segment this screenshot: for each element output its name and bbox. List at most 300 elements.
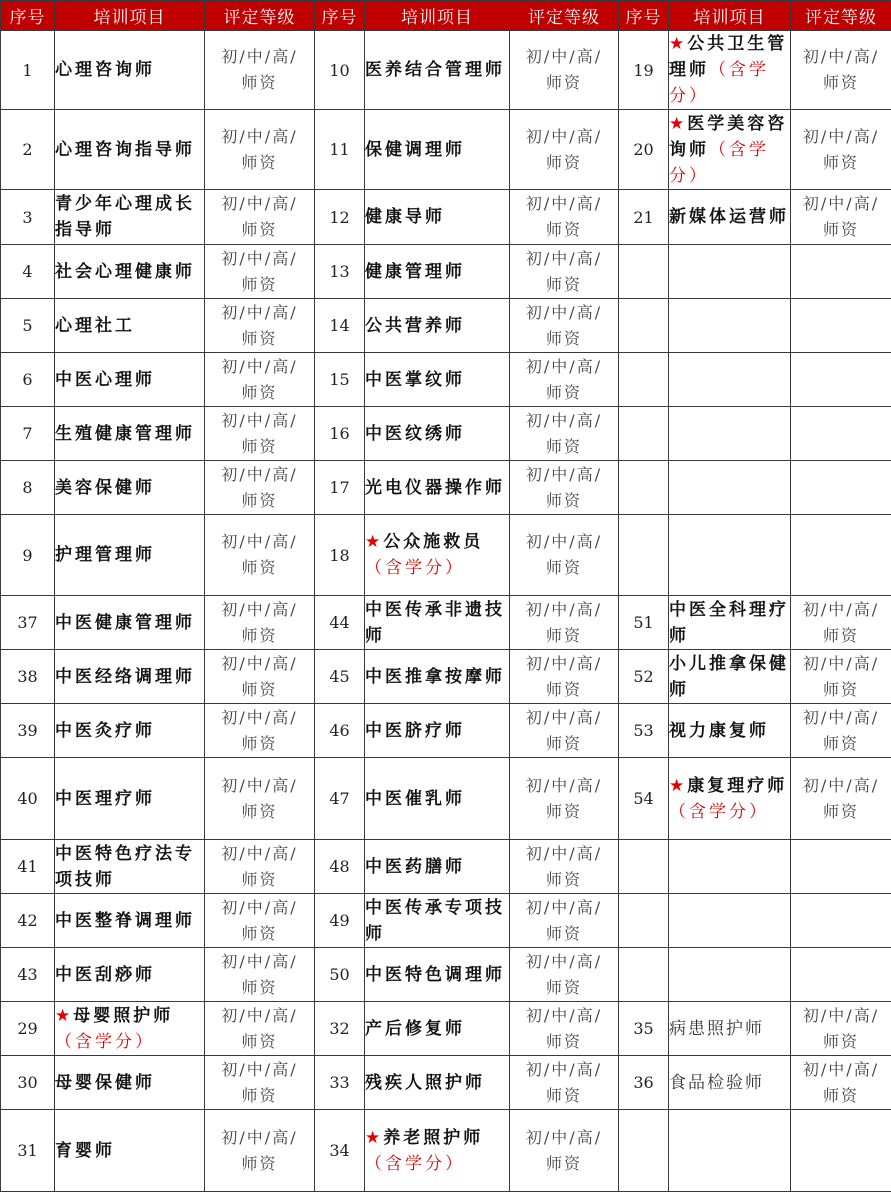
program-name [669, 299, 791, 353]
program-name [365, 1110, 510, 1192]
level-cell [205, 31, 315, 110]
seq-number: 20 [619, 110, 669, 190]
program-name [55, 596, 205, 650]
level-line: 初/中/高/ [526, 600, 602, 619]
level-line: 师资 [241, 802, 277, 821]
program-title: 病患照护师 [669, 1019, 764, 1039]
level-line: 初/中/高/ [221, 1128, 297, 1147]
program-name [365, 596, 510, 650]
table-row [1, 461, 891, 515]
program-title: 健康管理师 [365, 262, 465, 282]
seq-number [619, 1110, 669, 1192]
seq-number: 8 [1, 461, 55, 515]
header-seq: 序号 [315, 1, 365, 31]
star-icon: ★ [669, 114, 687, 134]
seq-number: 14 [315, 299, 365, 353]
level-cell [510, 190, 619, 245]
seq-number: 18 [315, 515, 365, 596]
level-line: 师资 [823, 1032, 859, 1051]
program-title: 产后修复师 [365, 1019, 465, 1039]
program-name [669, 894, 791, 948]
level-line: 初/中/高/ [221, 465, 297, 484]
program-name [669, 758, 791, 840]
level-line: 师资 [546, 734, 582, 753]
level-line: 师资 [241, 978, 277, 997]
level-line: 师资 [546, 437, 582, 456]
program-title: 保健调理师 [365, 140, 465, 160]
level-line: 师资 [241, 329, 277, 348]
level-cell [791, 758, 891, 840]
program-name [669, 110, 791, 190]
level-line: 师资 [546, 1086, 582, 1105]
level-line: 初/中/高/ [526, 654, 602, 673]
level-line: 师资 [546, 558, 582, 577]
level-cell [510, 245, 619, 299]
program-title: 中医灸疗师 [55, 721, 155, 741]
level-line: 初/中/高/ [526, 249, 602, 268]
program-title: 中医掌纹师 [365, 370, 465, 390]
level-cell [791, 894, 891, 948]
table-row [1, 31, 891, 110]
program-name [669, 515, 791, 596]
seq-number: 31 [1, 1110, 55, 1192]
program-name [669, 31, 791, 110]
level-line: 初/中/高/ [526, 465, 602, 484]
level-cell [205, 353, 315, 407]
star-icon: ★ [669, 34, 687, 54]
level-line: 师资 [823, 680, 859, 699]
level-cell [791, 1002, 891, 1056]
level-line: 初/中/高/ [526, 708, 602, 727]
table-row [1, 407, 891, 461]
level-cell [205, 758, 315, 840]
level-line: 初/中/高/ [526, 532, 602, 551]
level-line: 师资 [241, 275, 277, 294]
program-name [365, 353, 510, 407]
program-title: 中医全科理疗师 [669, 600, 789, 646]
level-line: 师资 [241, 1086, 277, 1105]
level-cell [205, 704, 315, 758]
seq-number [619, 407, 669, 461]
level-line: 初/中/高/ [803, 1006, 879, 1025]
seq-number: 52 [619, 650, 669, 704]
seq-number: 45 [315, 650, 365, 704]
level-line: 师资 [241, 626, 277, 645]
level-cell [791, 299, 891, 353]
seq-number: 54 [619, 758, 669, 840]
level-line: 师资 [823, 153, 859, 172]
program-title: 中医健康管理师 [55, 613, 195, 633]
level-line: 初/中/高/ [221, 600, 297, 619]
seq-number: 47 [315, 758, 365, 840]
seq-number: 21 [619, 190, 669, 245]
seq-number: 1 [1, 31, 55, 110]
level-line: 初/中/高/ [803, 1060, 879, 1079]
program-name [55, 1002, 205, 1056]
level-cell [510, 596, 619, 650]
level-cell [791, 515, 891, 596]
program-name [365, 407, 510, 461]
seq-number: 6 [1, 353, 55, 407]
level-line: 初/中/高/ [221, 1006, 297, 1025]
seq-number: 30 [1, 1056, 55, 1110]
table-row [1, 353, 891, 407]
header-program: 培训项目 [365, 1, 510, 31]
program-name [55, 245, 205, 299]
program-title: 医学美容咨询师 [669, 114, 787, 160]
program-title: 生殖健康管理师 [55, 424, 195, 444]
level-line: 师资 [241, 220, 277, 239]
program-title: 中医传承专项技师 [365, 898, 505, 944]
level-line: 师资 [546, 491, 582, 510]
level-line: 初/中/高/ [526, 357, 602, 376]
program-title: 公共卫生管理师 [669, 34, 787, 80]
table-row [1, 758, 891, 840]
program-name [669, 1002, 791, 1056]
level-line: 初/中/高/ [221, 411, 297, 430]
level-line: 初/中/高/ [803, 600, 879, 619]
level-line: 师资 [546, 383, 582, 402]
seq-number: 15 [315, 353, 365, 407]
program-title: 中医脐疗师 [365, 721, 465, 741]
credit-note: （含学分） [365, 558, 465, 578]
program-title: 护理管理师 [55, 545, 155, 565]
level-line: 初/中/高/ [526, 844, 602, 863]
level-line: 师资 [823, 73, 859, 92]
level-line: 初/中/高/ [221, 776, 297, 795]
level-line: 初/中/高/ [221, 249, 297, 268]
program-name [55, 758, 205, 840]
seq-number: 50 [315, 948, 365, 1002]
seq-number: 43 [1, 948, 55, 1002]
credit-note: （含学分） [669, 802, 769, 822]
table-row [1, 1056, 891, 1110]
program-title: 中医理疗师 [55, 789, 155, 809]
program-name [55, 299, 205, 353]
level-cell [205, 190, 315, 245]
program-title: 公共营养师 [365, 316, 465, 336]
level-line: 初/中/高/ [221, 357, 297, 376]
level-line: 师资 [241, 870, 277, 889]
seq-number: 4 [1, 245, 55, 299]
level-cell [791, 1110, 891, 1192]
level-cell [791, 110, 891, 190]
level-line: 师资 [241, 680, 277, 699]
program-name [365, 840, 510, 894]
program-name [55, 515, 205, 596]
table-row [1, 1110, 891, 1192]
program-name [55, 1056, 205, 1110]
level-cell [205, 596, 315, 650]
program-name [669, 1056, 791, 1110]
level-line: 师资 [823, 220, 859, 239]
seq-number: 16 [315, 407, 365, 461]
program-name [365, 650, 510, 704]
level-line: 初/中/高/ [526, 127, 602, 146]
level-cell [205, 1002, 315, 1056]
program-name [55, 407, 205, 461]
program-title: 中医特色疗法专项技师 [55, 844, 195, 890]
program-name [365, 515, 510, 596]
program-title: 康复理疗师 [687, 776, 787, 796]
level-line: 初/中/高/ [803, 194, 879, 213]
program-name [669, 650, 791, 704]
seq-number [619, 948, 669, 1002]
header-program: 培训项目 [55, 1, 205, 31]
program-title: 食品检验师 [669, 1073, 764, 1093]
program-title: 青少年心理成长指导师 [55, 194, 195, 240]
level-line: 师资 [241, 73, 277, 92]
level-line: 师资 [546, 73, 582, 92]
seq-number: 46 [315, 704, 365, 758]
level-cell [510, 1110, 619, 1192]
header-seq: 序号 [619, 1, 669, 31]
level-line: 师资 [823, 734, 859, 753]
seq-number: 48 [315, 840, 365, 894]
level-cell [791, 948, 891, 1002]
seq-number: 33 [315, 1056, 365, 1110]
program-title: 残疾人照护师 [365, 1073, 485, 1093]
level-line: 师资 [241, 437, 277, 456]
seq-number: 29 [1, 1002, 55, 1056]
seq-number: 5 [1, 299, 55, 353]
program-title: 新媒体运营师 [669, 207, 789, 227]
program-title: 视力康复师 [669, 721, 769, 741]
program-title: 心理社工 [55, 316, 135, 336]
level-cell [510, 948, 619, 1002]
level-cell [205, 515, 315, 596]
program-title: 母婴照护师 [73, 1006, 173, 1026]
seq-number: 41 [1, 840, 55, 894]
seq-number: 34 [315, 1110, 365, 1192]
program-title: 养老照护师 [383, 1128, 483, 1148]
level-cell [510, 461, 619, 515]
level-line: 师资 [546, 329, 582, 348]
program-name [55, 31, 205, 110]
program-title: 中医传承非遗技师 [365, 600, 505, 646]
program-name [55, 650, 205, 704]
program-title: 中医药膳师 [365, 857, 465, 877]
level-cell [205, 461, 315, 515]
level-line: 初/中/高/ [526, 1060, 602, 1079]
level-line: 师资 [546, 1032, 582, 1051]
level-cell [791, 840, 891, 894]
level-cell [205, 245, 315, 299]
level-line: 初/中/高/ [221, 708, 297, 727]
seq-number: 39 [1, 704, 55, 758]
seq-number: 38 [1, 650, 55, 704]
level-line: 师资 [241, 1154, 277, 1173]
level-line: 师资 [546, 978, 582, 997]
seq-number: 44 [315, 596, 365, 650]
seq-number [619, 245, 669, 299]
program-name [365, 1002, 510, 1056]
program-name [55, 948, 205, 1002]
level-cell [510, 650, 619, 704]
level-line: 初/中/高/ [803, 776, 879, 795]
header-row [1, 1, 891, 31]
level-line: 初/中/高/ [526, 411, 602, 430]
seq-number: 32 [315, 1002, 365, 1056]
table-row [1, 704, 891, 758]
program-name [55, 110, 205, 190]
level-cell [205, 407, 315, 461]
level-cell [510, 840, 619, 894]
table-row [1, 596, 891, 650]
level-cell [791, 31, 891, 110]
level-line: 师资 [546, 220, 582, 239]
program-title: 母婴保健师 [55, 1073, 155, 1093]
program-title: 中医催乳师 [365, 789, 465, 809]
level-line: 初/中/高/ [526, 952, 602, 971]
level-line: 师资 [546, 275, 582, 294]
level-line: 初/中/高/ [803, 708, 879, 727]
program-title: 美容保健师 [55, 478, 155, 498]
header-level: 评定等级 [205, 1, 315, 31]
level-line: 师资 [241, 558, 277, 577]
program-name [669, 596, 791, 650]
level-line: 师资 [546, 680, 582, 699]
seq-number: 36 [619, 1056, 669, 1110]
header-program: 培训项目 [669, 1, 791, 31]
seq-number [619, 840, 669, 894]
program-name [55, 461, 205, 515]
header-level: 评定等级 [510, 1, 619, 31]
program-title: 小儿推拿保健师 [669, 654, 789, 700]
program-name [669, 245, 791, 299]
level-line: 师资 [546, 870, 582, 889]
level-line: 师资 [546, 924, 582, 943]
level-cell [510, 31, 619, 110]
program-title: 中医推拿按摩师 [365, 667, 505, 687]
level-line: 初/中/高/ [221, 303, 297, 322]
seq-number: 51 [619, 596, 669, 650]
level-line: 师资 [241, 153, 277, 172]
star-icon: ★ [55, 1006, 73, 1026]
star-icon: ★ [365, 1128, 383, 1148]
program-title: 光电仪器操作师 [365, 478, 505, 498]
program-name [669, 190, 791, 245]
level-line: 师资 [823, 802, 859, 821]
level-line: 初/中/高/ [526, 194, 602, 213]
level-cell [205, 948, 315, 1002]
level-line: 初/中/高/ [526, 47, 602, 66]
program-name [365, 704, 510, 758]
credit-note: （含学分） [669, 140, 769, 186]
seq-number [619, 461, 669, 515]
level-cell [791, 596, 891, 650]
seq-number: 53 [619, 704, 669, 758]
credit-note: （含学分） [669, 60, 769, 106]
level-cell [510, 407, 619, 461]
table-row [1, 948, 891, 1002]
program-name [55, 894, 205, 948]
program-name [365, 1056, 510, 1110]
level-cell [791, 190, 891, 245]
seq-number [619, 353, 669, 407]
level-line: 初/中/高/ [221, 47, 297, 66]
level-line: 初/中/高/ [221, 844, 297, 863]
level-line: 初/中/高/ [221, 952, 297, 971]
level-line: 初/中/高/ [803, 127, 879, 146]
level-line: 师资 [241, 734, 277, 753]
level-cell [510, 1002, 619, 1056]
level-cell [510, 1056, 619, 1110]
program-name [365, 758, 510, 840]
program-name [55, 353, 205, 407]
level-line: 师资 [823, 1086, 859, 1105]
level-line: 初/中/高/ [803, 654, 879, 673]
program-title: 心理咨询指导师 [55, 140, 195, 160]
level-line: 初/中/高/ [221, 127, 297, 146]
program-title: 健康导师 [365, 207, 445, 227]
seq-number: 17 [315, 461, 365, 515]
program-name [669, 840, 791, 894]
star-icon: ★ [365, 532, 383, 552]
level-line: 初/中/高/ [221, 532, 297, 551]
level-cell [791, 353, 891, 407]
table-row [1, 190, 891, 245]
program-name [365, 190, 510, 245]
level-cell [510, 299, 619, 353]
level-line: 师资 [546, 153, 582, 172]
table-row [1, 245, 891, 299]
header-level: 评定等级 [791, 1, 891, 31]
level-cell [205, 110, 315, 190]
level-line: 初/中/高/ [526, 898, 602, 917]
program-name [365, 461, 510, 515]
level-line: 初/中/高/ [526, 776, 602, 795]
level-cell [205, 650, 315, 704]
level-line: 师资 [241, 924, 277, 943]
level-line: 初/中/高/ [221, 654, 297, 673]
program-name [365, 110, 510, 190]
program-name [55, 704, 205, 758]
credit-note: （含学分） [55, 1032, 155, 1052]
table-body [1, 31, 891, 1192]
level-cell [791, 407, 891, 461]
level-line: 初/中/高/ [526, 1128, 602, 1147]
program-name [365, 31, 510, 110]
level-cell [510, 353, 619, 407]
program-title: 育婴师 [55, 1141, 115, 1161]
program-title: 医养结合管理师 [365, 60, 505, 80]
program-name [669, 948, 791, 1002]
header-seq: 序号 [1, 1, 55, 31]
program-title: 中医经络调理师 [55, 667, 195, 687]
program-name [669, 461, 791, 515]
seq-number: 42 [1, 894, 55, 948]
seq-number: 12 [315, 190, 365, 245]
level-line: 初/中/高/ [221, 898, 297, 917]
seq-number: 40 [1, 758, 55, 840]
level-cell [791, 704, 891, 758]
level-line: 师资 [241, 383, 277, 402]
seq-number: 35 [619, 1002, 669, 1056]
level-cell [205, 1110, 315, 1192]
seq-number: 2 [1, 110, 55, 190]
seq-number: 10 [315, 31, 365, 110]
level-cell [205, 840, 315, 894]
program-title: 心理咨询师 [55, 60, 155, 80]
table-row [1, 515, 891, 596]
level-line: 师资 [546, 626, 582, 645]
seq-number: 37 [1, 596, 55, 650]
seq-number: 11 [315, 110, 365, 190]
table-row [1, 110, 891, 190]
level-cell [510, 110, 619, 190]
program-title: 中医纹绣师 [365, 424, 465, 444]
